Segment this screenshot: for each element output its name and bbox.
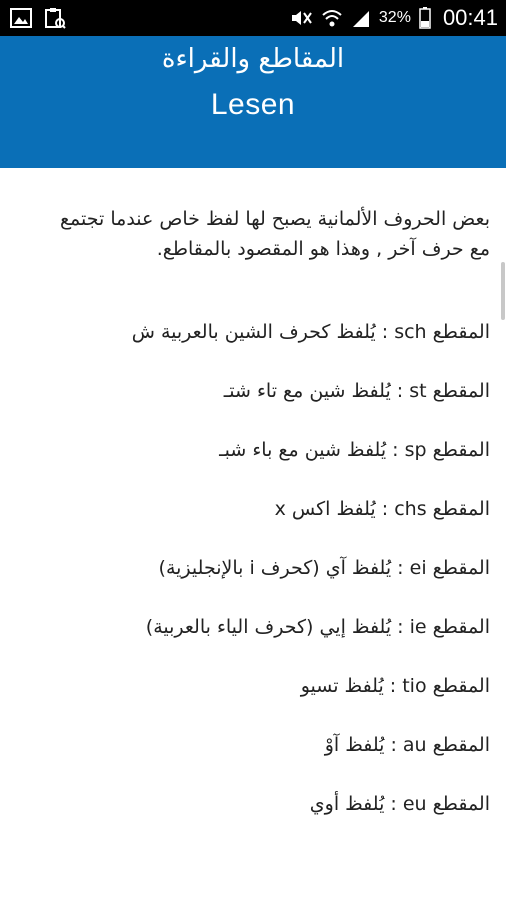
intro-paragraph: بعض الحروف الألمانية يصبح لها لفظ خاص عندما تجتمع مع حرف آخر , وهذا هو المقصود بالمقاطع. [59, 208, 490, 260]
app-header [0, 36, 506, 168]
image-icon [10, 8, 32, 28]
lesson-content[interactable] [0, 168, 506, 900]
clipboard-icon [44, 7, 66, 29]
syllable-ie: المقطع ie : يُلفظ إيي (كحرف الياء بالعربية) [145, 616, 490, 638]
syllable-sp: المقطع sp : يُلفظ شين مع باء شبـ [219, 439, 490, 461]
mute-icon [289, 8, 313, 28]
battery-percent: 32% [378, 9, 411, 26]
page-title-german: Lesen [210, 88, 296, 121]
status-bar-right [289, 5, 498, 31]
clock: 00:41 [442, 5, 498, 30]
status-bar [0, 0, 506, 36]
syllable-tio: المقطع tio : يُلفظ تسيو [300, 675, 490, 697]
battery-icon [419, 7, 431, 29]
syllable-ei: المقطع ei : يُلفظ آي (كحرف i بالإنجليزية) [158, 557, 490, 579]
syllable-eu: المقطع eu : يُلفظ أوي [309, 793, 490, 815]
status-bar-left [10, 7, 66, 29]
syllable-list [20, 318, 490, 849]
wifi-icon [321, 8, 343, 28]
syllable-sch: المقطع sch : يُلفظ كحرف الشين بالعربية ش [131, 321, 490, 343]
syllable-st: المقطع st : يُلفظ شين مع تاء شتـ [223, 380, 490, 402]
signal-icon [351, 8, 371, 28]
scrollbar[interactable] [501, 262, 505, 320]
syllable-chs: المقطع chs : يُلفظ اكس x [274, 498, 490, 520]
page-title-arabic: المقاطع والقراءة [161, 44, 345, 74]
syllable-au: المقطع au : يُلفظ آوْ [324, 734, 490, 756]
